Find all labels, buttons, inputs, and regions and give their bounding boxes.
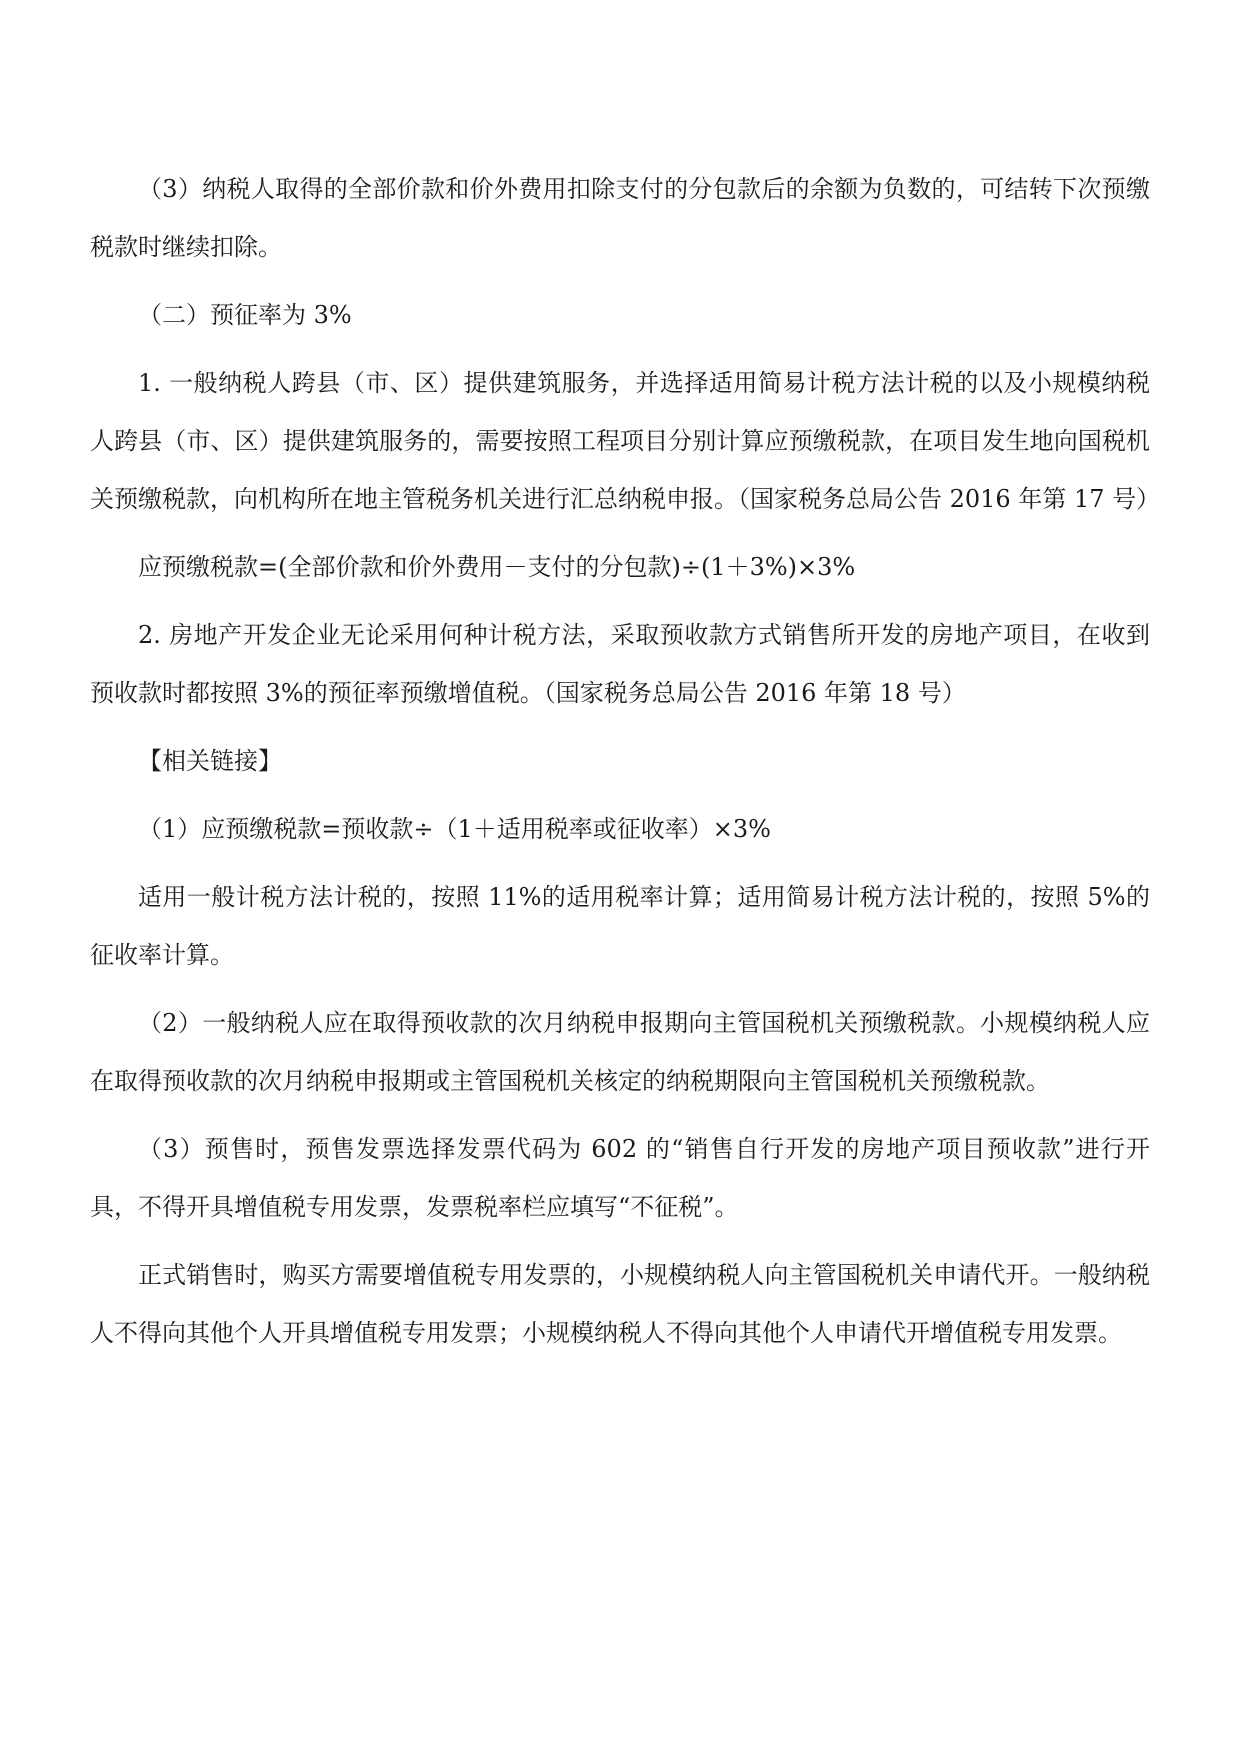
paragraph-presale-invoice: （3）预售时，预售发票选择发票代码为 602 的“销售自行开发的房地产项目预收款”进行开具，不得开具增值税专用发票，发票税率栏应填写“不征税”。: [90, 1135, 1150, 1221]
paragraph-real-estate-prepay: 2. 房地产开发企业无论采用何种计税方法，采取预收款方式销售所开发的房地产项目，在收到预收款时都按照 3%的预征率预缴增值税。（国家税务总局公告 2016 年第 18 号）: [90, 621, 1150, 707]
paragraph-applicable-rates: 适用一般计税方法计税的，按照 11%的适用税率计算；适用简易计税方法计税的，按照 5%的征收率计算。: [90, 883, 1150, 969]
formula-real-estate-prepay: （1）应预缴税款=预收款÷（1＋适用税率或征收率）×3%: [138, 815, 771, 843]
paragraph-prepay-timing: （2）一般纳税人应在取得预收款的次月纳税申报期向主管国税机关预缴税款。小规模纳税人应在取得预收款的次月纳税申报期或主管国税机关核定的纳税期限向主管国税机关预缴税款。: [90, 1009, 1150, 1095]
formula-construction-prepay: 应预缴税款=(全部价款和价外费用－支付的分包款)÷(1＋3%)×3%: [138, 553, 856, 581]
document-body: [90, 160, 1161, 1372]
paragraph-deduction-carryover: （3）纳税人取得的全部价款和价外费用扣除支付的分包款后的余额为负数的，可结转下次预缴税款时继续扣除。: [90, 175, 1150, 261]
heading-related-links: 【相关链接】: [138, 747, 282, 775]
heading-prepay-rate-3: （二）预征率为 3%: [138, 301, 352, 329]
paragraph-cross-county-construction: 1. 一般纳税人跨县（市、区）提供建筑服务，并选择适用简易计税方法计税的以及小规模纳税人跨县（市、区）提供建筑服务的，需要按照工程项目分别计算应预缴税款，在项目发生地向国税机关预缴税款，向机构所在地主管税务机关进行汇总纳税申报。（国家税务总局公告 2016 年第 17 号）: [90, 369, 1161, 513]
paragraph-formal-sale-invoice: 正式销售时，购买方需要增值税专用发票的，小规模纳税人向主管国税机关申请代开。一般纳税人不得向其他个人开具增值税专用发票；小规模纳税人不得向其他个人申请代开增值税专用发票。: [90, 1261, 1150, 1347]
